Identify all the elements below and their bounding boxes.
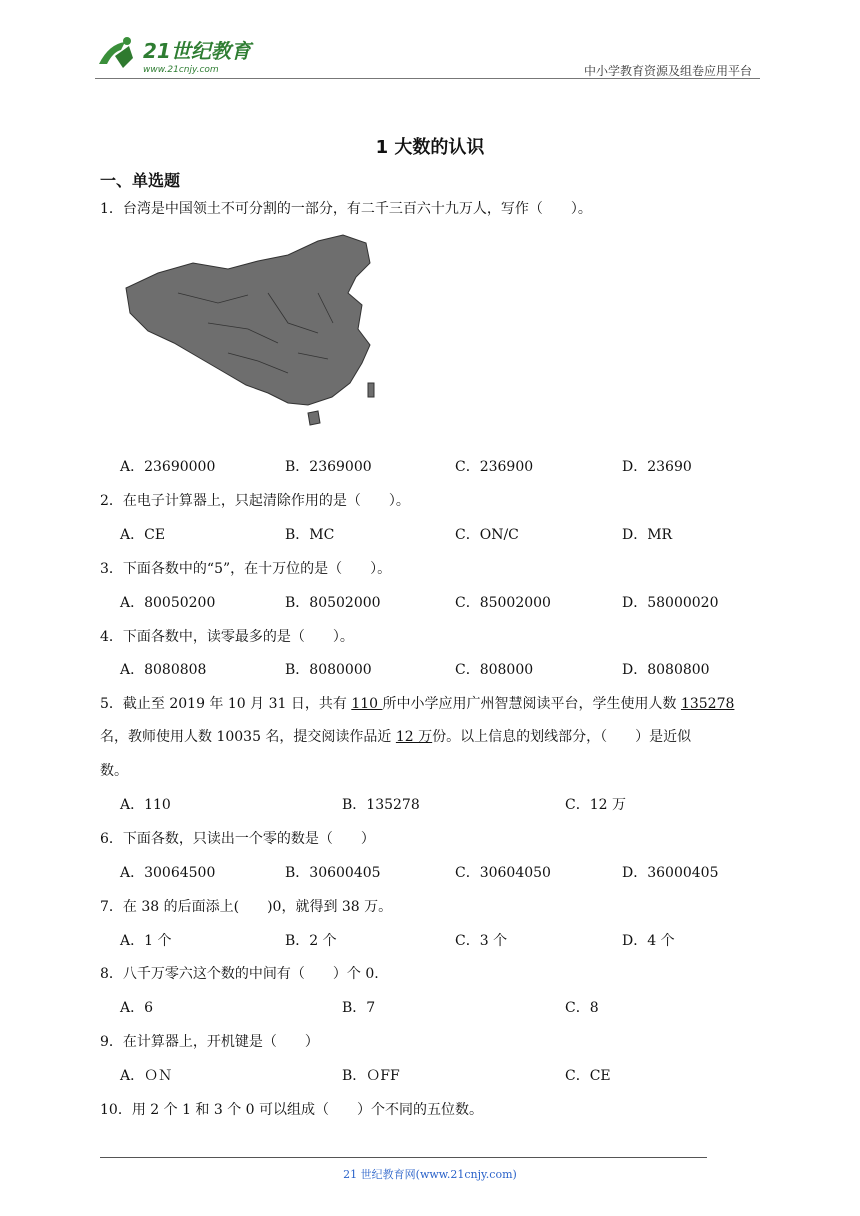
option-c[interactable]: C．CE — [565, 1068, 611, 1084]
svg-text:www.21cnjy.com: www.21cnjy.com — [143, 65, 219, 75]
option-a[interactable]: A．CE — [120, 527, 166, 543]
question-9: 9．在计算器上，开机键是（ ） — [100, 1034, 319, 1050]
svg-text:21世纪教育: 21世纪教育 — [143, 39, 251, 63]
underlined-12wan: 12 万 — [395, 729, 433, 745]
question-2-options — [120, 524, 740, 544]
option-a[interactable]: A．8080808 — [120, 662, 207, 678]
option-d[interactable]: D．23690 — [622, 459, 692, 475]
question-3-options — [120, 592, 740, 612]
question-5-line-2: 名，教师使用人数 10035 名，提交阅读作品近 12 万份。以上信息的划线部分，（ ）是近似 — [100, 729, 692, 745]
option-b[interactable]: B．2369000 — [285, 459, 372, 475]
question-7-options — [120, 930, 740, 950]
footer-divider — [100, 1157, 707, 1158]
footer-text[interactable]: 21 世纪教育网(www.21cnjy.com) — [343, 1168, 517, 1181]
option-a[interactable]: A．80050200 — [120, 595, 216, 611]
option-b[interactable]: B．MC — [285, 527, 335, 543]
header-platform-text: 中小学教育资源及组卷应用平台 — [583, 64, 752, 78]
option-a[interactable]: A．1 个 — [120, 933, 172, 949]
option-a[interactable]: A．ＯＮ — [120, 1068, 173, 1084]
option-b[interactable]: B．2 个 — [285, 933, 337, 949]
question-5-options — [120, 794, 740, 814]
question-1-options — [120, 456, 740, 476]
option-c[interactable]: C．30604050 — [455, 865, 551, 881]
site-logo — [95, 34, 265, 76]
question-5-line-1: 5．截止至 2019 年 10 月 31 日，共有 110 所中小学应用广州智慧阅读平台，学生使用人数 135278 — [100, 696, 735, 712]
header-divider — [95, 78, 760, 79]
option-b[interactable]: B．8080000 — [285, 662, 372, 678]
option-b[interactable]: B．ＯFF — [342, 1068, 400, 1084]
option-c[interactable]: C．12 万 — [565, 797, 626, 813]
option-b[interactable]: B．80502000 — [285, 595, 381, 611]
option-c[interactable]: C．808000 — [455, 662, 534, 678]
option-c[interactable]: C．ON/C — [455, 527, 519, 543]
underlined-110: 110 — [351, 696, 383, 712]
china-map-image — [118, 233, 380, 433]
page-title: 1 大数的认识 — [375, 137, 485, 158]
question-9-options — [120, 1065, 740, 1085]
question-1: 1．台湾是中国领土不可分割的一部分，有二千三百六十九万人，写作（ ）。 — [100, 201, 592, 217]
option-d[interactable]: D．58000020 — [622, 595, 719, 611]
option-c[interactable]: C．3 个 — [455, 933, 508, 949]
question-10: 10．用 2 个 1 和 3 个 0 可以组成（ ）个不同的五位数。 — [100, 1102, 484, 1118]
option-d[interactable]: D．8080800 — [622, 662, 710, 678]
question-3: 3．下面各数中的“5”，在十万位的是（ ）。 — [100, 561, 392, 577]
question-7: 7．在 38 的后面添上( )0，就得到 38 万。 — [100, 899, 393, 915]
page-header — [95, 28, 760, 78]
question-6-options — [120, 862, 740, 882]
option-a[interactable]: A．6 — [120, 1000, 154, 1016]
option-a[interactable]: A．110 — [120, 797, 171, 813]
option-b[interactable]: B．7 — [342, 1000, 376, 1016]
option-b[interactable]: B．30600405 — [285, 865, 381, 881]
option-c[interactable]: C．236900 — [455, 459, 534, 475]
option-d[interactable]: D．36000405 — [622, 865, 719, 881]
option-a[interactable]: A．30064500 — [120, 865, 216, 881]
question-4-options — [120, 659, 740, 679]
question-5-line-3: 数。 — [100, 763, 128, 779]
option-c[interactable]: C．85002000 — [455, 595, 551, 611]
question-6: 6．下面各数，只读出一个零的数是（ ） — [100, 831, 375, 847]
question-4: 4．下面各数中，读零最多的是（ ）。 — [100, 629, 354, 645]
option-d[interactable]: D．4 个 — [622, 933, 675, 949]
underlined-135278: 135278 — [680, 696, 735, 712]
option-d[interactable]: D．MR — [622, 527, 673, 543]
option-b[interactable]: B．135278 — [342, 797, 420, 813]
question-8-options — [120, 997, 740, 1017]
option-c[interactable]: C．8 — [565, 1000, 599, 1016]
question-2: 2．在电子计算器上，只起清除作用的是（ ）。 — [100, 493, 410, 509]
question-8: 8．八千万零六这个数的中间有（ ）个 0. — [100, 966, 379, 982]
option-a[interactable]: A．23690000 — [120, 459, 216, 475]
section-heading: 一、单选题 — [100, 171, 181, 190]
